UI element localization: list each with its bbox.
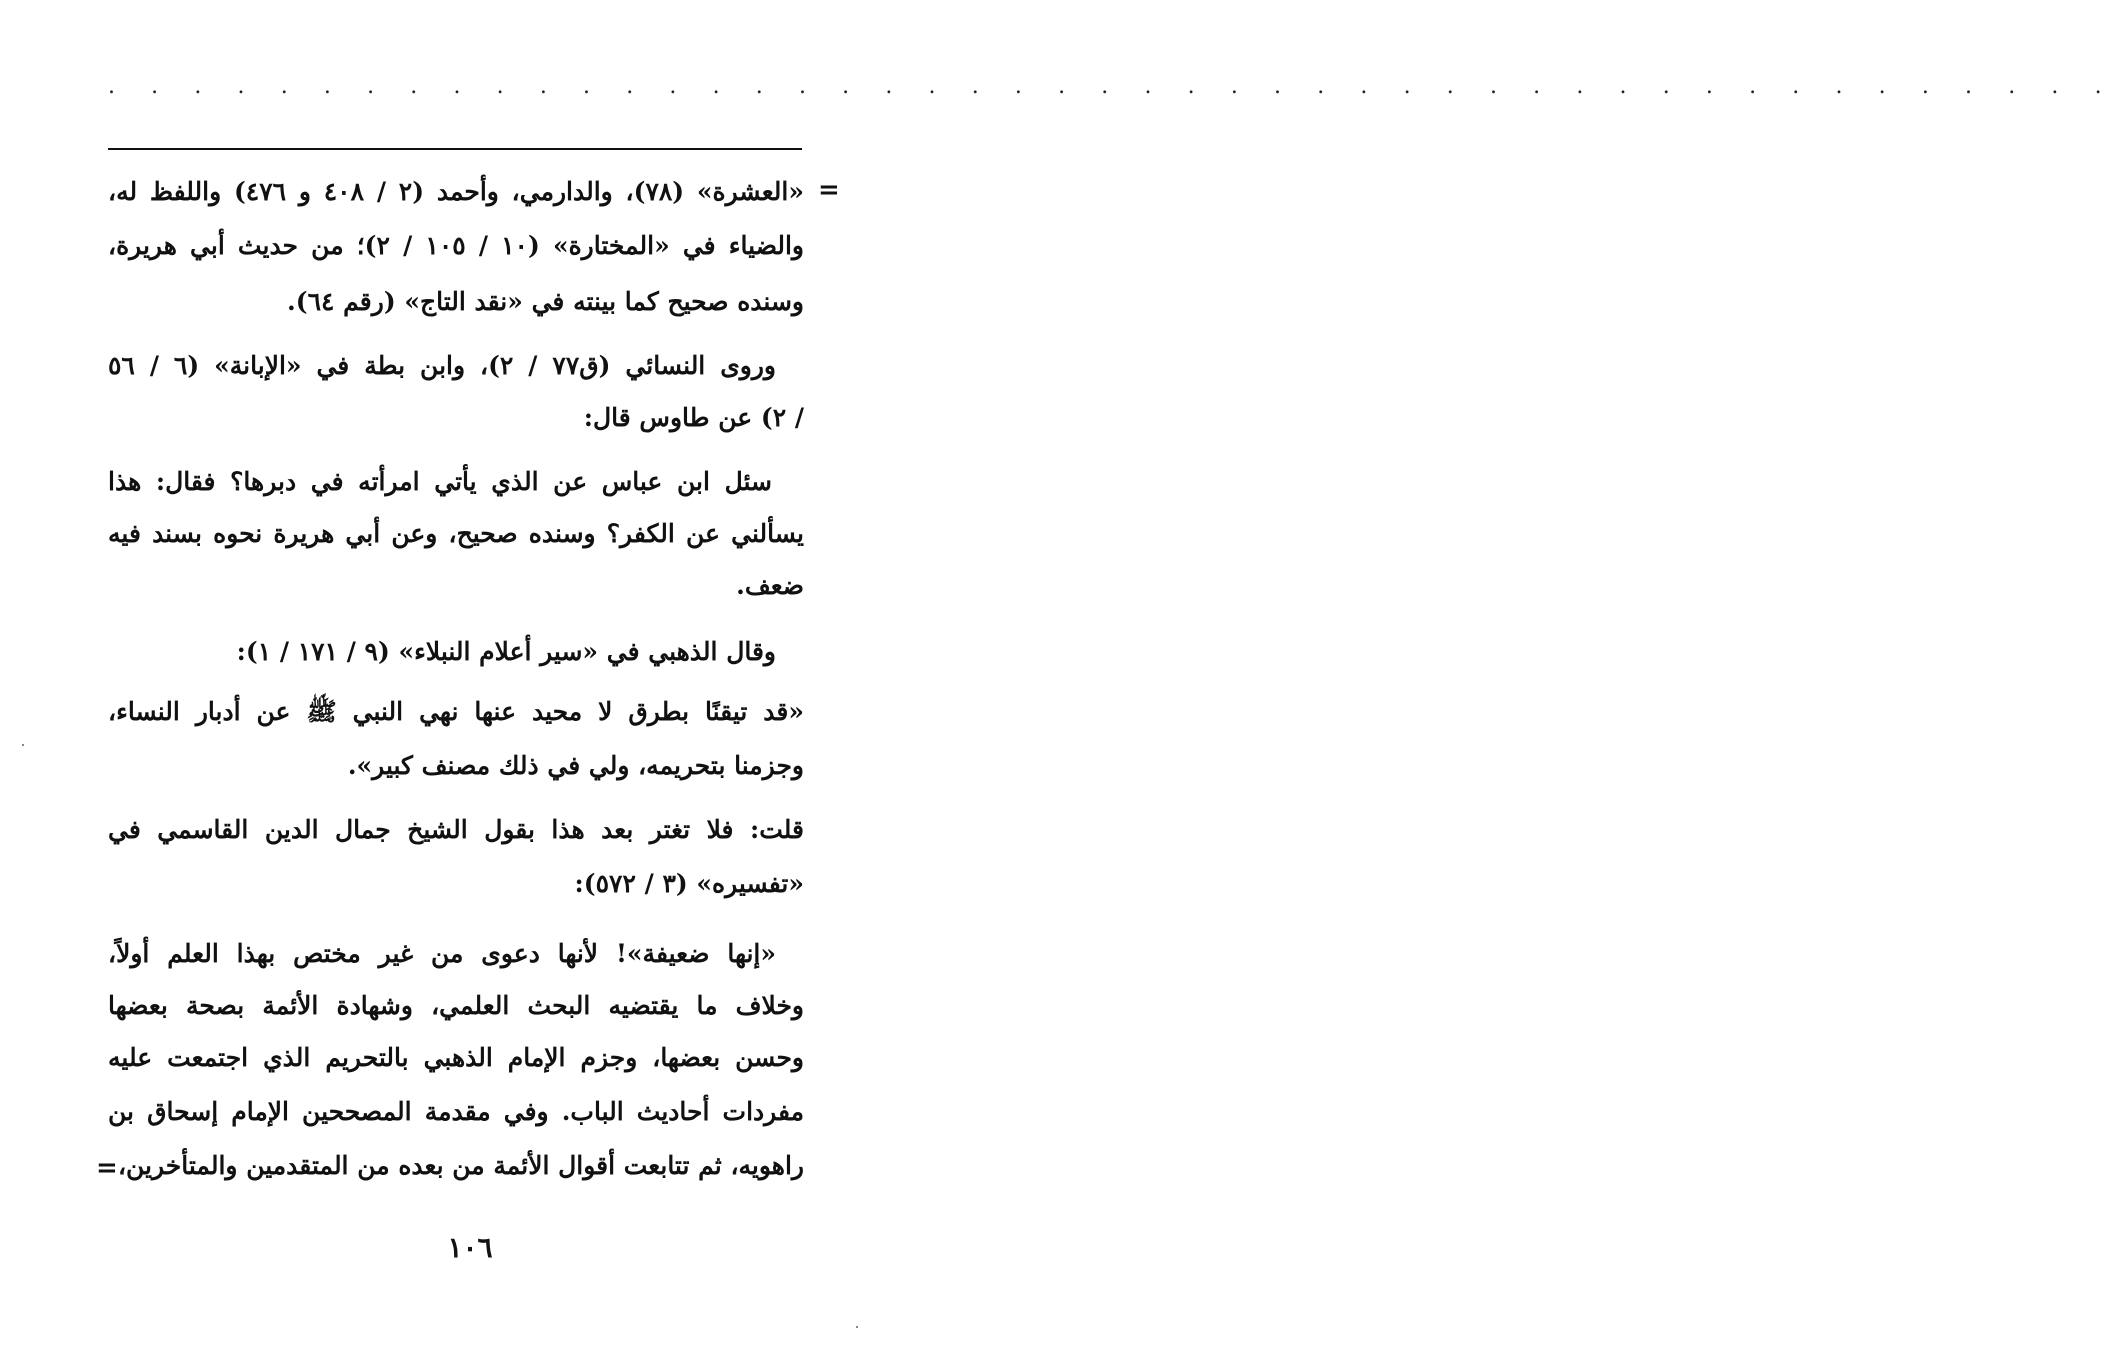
text-line-3: وسنده صحيح كما بينته في «نقد التاج» (رقم ٦٤). xyxy=(287,287,804,316)
text-line-5: / ٢) عن طاوس قال: xyxy=(583,403,804,432)
text-line-8: ضعف. xyxy=(736,571,804,600)
text-line-11: وجزمنا بتحريمه، ولي في ذلك مصنف كبير». xyxy=(347,751,804,780)
page-number: ١٠٦ xyxy=(447,1231,493,1264)
text-line-18: راهويه، ثم تتابعت أقوال الأئمة من بعده من المتقدمين والمتأخرين، xyxy=(117,1151,804,1180)
text-line-15: وخلاف ما يقتضيه البحث العلمي، وشهادة الأئمة بصحة بعضها xyxy=(108,991,804,1020)
text-line-14: «إنها ضعيفة»! لأنها دعوى من غير مختص بهذا العلم أولاً، xyxy=(108,939,776,968)
continuation-mark-bottom: = xyxy=(96,1153,118,1183)
text-line-10: «قد تيقنًا بطرق لا محيد عنها نهي النبي ﷺ عن أدبار النساء، xyxy=(108,697,804,726)
text-line-16: وحسن بعضها، وجزم الإمام الذهبي بالتحريم الذي اجتمعت عليه xyxy=(108,1043,804,1072)
text-line-17: مفردات أحاديث الباب. وفي مقدمة المصححين الإمام إسحاق بن xyxy=(108,1097,804,1126)
text-line-7: يسألني عن الكفر؟ وسنده صحيح، وعن أبي هريرة نحوه بسند فيه xyxy=(108,519,804,548)
scan-speck xyxy=(22,744,24,746)
text-line-1: «العشرة» (٧٨)، والدارمي، وأحمد (٢ / ٤٠٨ و ٤٧٦) واللفظ له، xyxy=(108,177,804,206)
header-dots: . . . . . . . . . . . . . . . . . . . . . . . . . . . . . . . . . . . . . . . . . . . . . . . xyxy=(108,74,2116,99)
continuation-mark-top: = xyxy=(818,175,840,205)
scan-speck xyxy=(856,1326,858,1328)
header-rule xyxy=(108,148,802,150)
text-line-12: قلت: فلا تغتر بعد هذا بقول الشيخ جمال الدين القاسمي في xyxy=(108,815,804,844)
text-line-13: «تفسيره» (٣ / ٥٧٢): xyxy=(574,869,804,898)
text-line-2: والضياء في «المختارة» (١٠ / ١٠٥ / ٢)؛ من حديث أبي هريرة، xyxy=(108,231,805,260)
text-line-9: وقال الذهبي في «سير أعلام النبلاء» (٩ / ١٧١ / ١): xyxy=(236,637,776,666)
text-line-6: سئل ابن عباس عن الذي يأتي امرأته في دبرها؟ فقال: هذا xyxy=(108,467,772,496)
text-line-4: وروى النسائي (ق٧٧ / ٢)، وابن بطة في «الإبانة» (٦ / ٥٦ xyxy=(108,351,776,380)
